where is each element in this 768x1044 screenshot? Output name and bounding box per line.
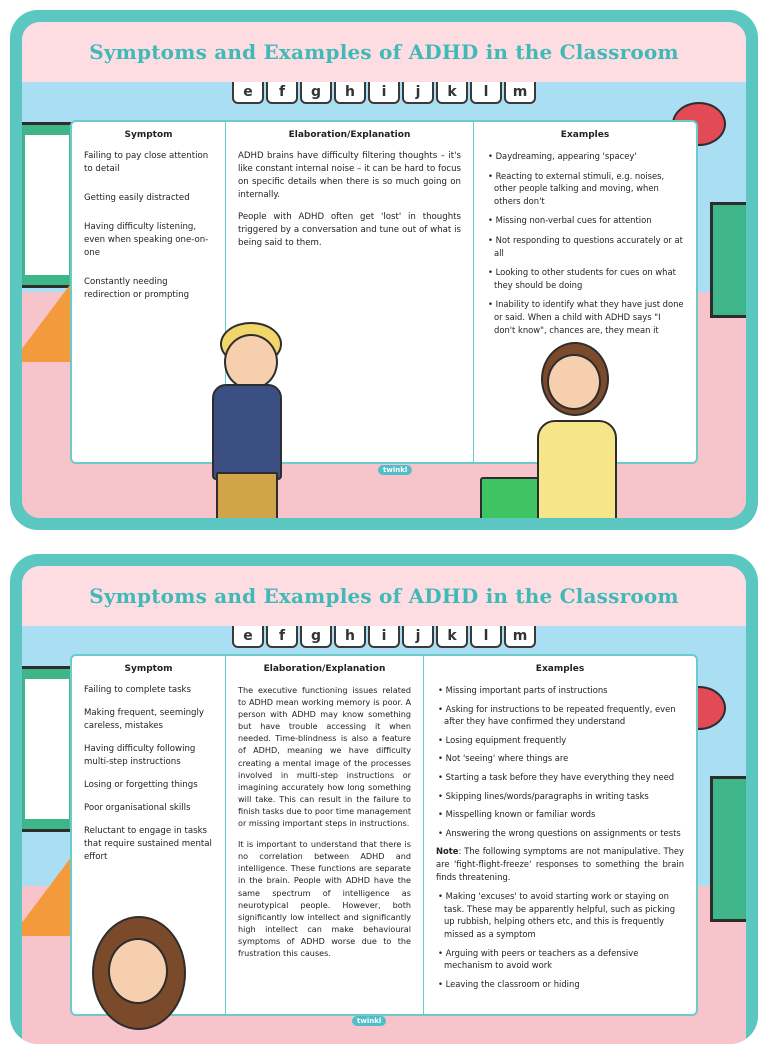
- elaboration-paragraph: People with ADHD often get 'lost' in thoughts triggered by a conversation and tune out of what is being said to them.: [238, 212, 461, 248]
- girl-illustration: [527, 342, 627, 518]
- symptom-item: Getting easily distracted: [84, 193, 190, 203]
- sheet-2: [10, 554, 758, 1044]
- example-item: • Leaving the classroom or hiding: [436, 978, 684, 991]
- bunting-flag: m: [504, 626, 536, 648]
- example-item: • Arguing with peers or teachers as a defensive mechanism to avoid work: [436, 947, 684, 972]
- symptom-item: Failing to pay close attention to detail: [84, 151, 209, 174]
- sheet-2-inner: [22, 566, 746, 1044]
- examples-column: [424, 656, 696, 1014]
- note-paragraph: [436, 845, 684, 883]
- elaboration-paragraph: ADHD brains have difficulty filtering thoughts – it's like constant internal noise – it can be hard to focus on specific details when there is so much going on internally.: [238, 151, 461, 200]
- symptom-item: Reluctant to engage in tasks that require sustained mental effort: [84, 826, 212, 862]
- twinkl-badge: twinkl: [352, 1016, 386, 1026]
- girl-illustration: [92, 916, 202, 1036]
- example-item: • Asking for instructions to be repeated frequently, even after they have confirmed they understand: [436, 703, 684, 728]
- elaboration-header: Elaboration/Explanation: [263, 664, 386, 674]
- bunting-flag: k: [436, 626, 468, 648]
- alphabet-bunting: [142, 626, 626, 648]
- example-item: • Missing non-verbal cues for attention: [486, 214, 684, 227]
- elaboration-paragraph: The executive functioning issues related to ADHD mean working memory is poor. A person with ADHD may know something but have trouble accessing it when needed. Time-blindness is also a feature of ADHD, meaning we have difficulty creating a mental image of the processes involved in multi-step instructions or imagining accurately how long something will take. This can result in the failure to finish tasks due to poor time management or missing important steps in instructions.: [238, 685, 411, 829]
- bunting-flag: g: [300, 82, 332, 104]
- sheet-1-inner: [22, 22, 746, 518]
- elaboration-column: [226, 656, 424, 1014]
- bunting-flag: i: [368, 626, 400, 648]
- classroom-board-right: [710, 776, 746, 922]
- example-item: • Reacting to external stimuli, e.g. noises, other people talking and moving, when others don't: [486, 170, 684, 208]
- example-item: • Losing equipment frequently: [436, 734, 684, 747]
- twinkl-badge: twinkl: [378, 465, 412, 475]
- sheet-2-scene: [22, 626, 746, 1044]
- example-item: • Making 'excuses' to avoid starting work or staying on task. These may be apparently helpful, such as picking up rubbish, helping others etc, and this is frequently missed as a symptom: [436, 890, 684, 940]
- bunting-flag: f: [266, 626, 298, 648]
- bunting-flag: l: [470, 82, 502, 104]
- bunting-flag: j: [402, 626, 434, 648]
- bunting-flag: h: [334, 82, 366, 104]
- sheet-2-title-bar: [22, 566, 746, 626]
- elaboration-paragraph: It is important to understand that there is no correlation between ADHD and intelligence. These functions are separate in the brain. People with ADHD have the same spectrum of intelligence as neurotypical people. However, both significantly low intellect and significantly high intellect can make behavioural symptoms of ADHD worse due to the frustration this causes.: [238, 839, 411, 958]
- elaboration-header: Elaboration/Explanation: [288, 130, 411, 140]
- sheet-1-scene: [22, 82, 746, 518]
- bunting-flag: e: [232, 626, 264, 648]
- bunting-flag: l: [470, 626, 502, 648]
- example-item: • Missing important parts of instructions: [436, 684, 684, 697]
- example-item: • Answering the wrong questions on assignments or tests: [436, 827, 684, 840]
- sheet-1-title-bar: [22, 22, 746, 82]
- examples-header: Examples: [560, 130, 610, 140]
- symptom-header: Symptom: [124, 664, 173, 674]
- alphabet-bunting: [142, 82, 626, 104]
- note-label: Note: [436, 846, 459, 857]
- example-item: • Inability to identify what they have just done or said. When a child with ADHD says "I don't know", chances are, they mean it: [486, 298, 684, 336]
- example-item: • Daydreaming, appearing 'spacey': [486, 150, 684, 163]
- symptom-item: Making frequent, seemingly careless, mistakes: [84, 708, 204, 731]
- note-text: : The following symptoms are not manipulative. They are 'fight-flight-freeze' responses to something the brain finds threatening.: [436, 846, 684, 882]
- examples-header: Examples: [535, 664, 585, 674]
- bunting-flag: j: [402, 82, 434, 104]
- symptom-item: Constantly needing redirection or prompting: [84, 277, 190, 300]
- symptom-item: Poor organisational skills: [84, 803, 191, 813]
- bunting-flag: g: [300, 626, 332, 648]
- example-item: • Looking to other students for cues on what they should be doing: [486, 266, 684, 291]
- bunting-flag: m: [504, 82, 536, 104]
- example-item: • Skipping lines/words/paragraphs in writing tasks: [436, 790, 684, 803]
- symptom-item: Having difficulty following multi-step instructions: [84, 744, 196, 767]
- bunting-flag: f: [266, 82, 298, 104]
- orange-triangle-decoration: [22, 282, 72, 362]
- classroom-board-right: [710, 202, 746, 318]
- example-item: • Starting a task before they have everything they need: [436, 771, 684, 784]
- example-item: • Not responding to questions accurately or at all: [486, 234, 684, 259]
- orange-triangle-decoration: [22, 856, 72, 936]
- symptom-item: Losing or forgetting things: [84, 780, 198, 790]
- sheet-1: [10, 10, 758, 530]
- example-item: • Misspelling known or familiar words: [436, 808, 684, 821]
- sheet-1-title: Symptoms and Examples of ADHD in the Classroom: [89, 40, 679, 64]
- bunting-flag: h: [334, 626, 366, 648]
- boy-illustration: [182, 322, 302, 518]
- bunting-flag: i: [368, 82, 400, 104]
- bunting-flag: e: [232, 82, 264, 104]
- symptom-item: Having difficulty listening, even when speaking one-on-one: [84, 222, 209, 258]
- bunting-flag: k: [436, 82, 468, 104]
- example-item: • Not 'seeing' where things are: [436, 752, 684, 765]
- symptom-item: Failing to complete tasks: [84, 685, 192, 695]
- symptom-header: Symptom: [124, 130, 173, 140]
- sheet-2-title: Symptoms and Examples of ADHD in the Classroom: [89, 584, 679, 608]
